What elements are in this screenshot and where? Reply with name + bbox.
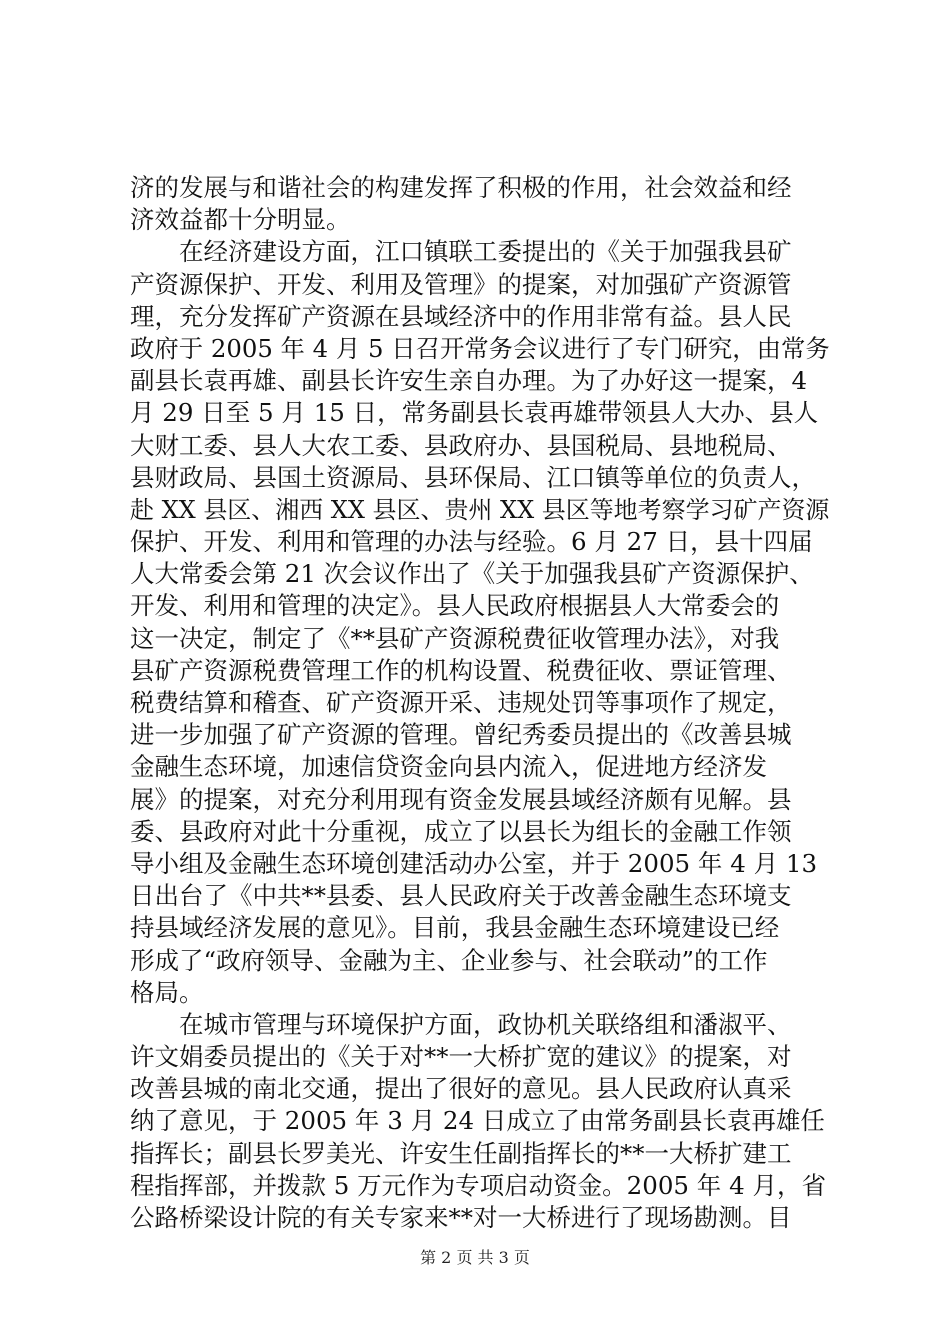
text-line: 在城市管理与环境保护方面，政协机关联络组和潘淑平、 <box>130 1009 792 1039</box>
text-line: 这一决定，制定了《**县矿产资源税费征收管理办法》，对我 <box>130 623 780 653</box>
body-text <box>130 172 830 1234</box>
text-line: 理，充分发挥矿产资源在县域经济中的作用非常有益。县人民 <box>130 301 792 331</box>
text-line: 税费结算和稽查、矿产资源开采、违规处罚等事项作了规定， <box>130 688 792 717</box>
text-line: 改善县城的南北交通，提出了很好的意见。县人民政府认真采 <box>130 1074 792 1104</box>
text-line: 在经济建设方面，江口镇联工委提出的《关于加强我县矿 <box>130 237 792 267</box>
text-line: 赴 XX 县区、湘西 XX 县区、贵州 XX 县区等地考察学习矿产资源 <box>130 495 830 524</box>
text-line: 济的发展与和谐社会的构建发挥了积极的作用，社会效益和经 <box>130 173 792 202</box>
text-line: 保护、开发、利用和管理的办法与经验。6 月 27 日，县十四届 <box>130 527 813 557</box>
text-line: 导小组及金融生态环境创建活动办公室，并于 2005 年 4 月 13 <box>130 848 818 878</box>
text-line: 大财工委、县人大农工委、县政府办、县国税局、县地税局、 <box>130 430 792 460</box>
text-line: 济效益都十分明显。 <box>130 205 351 235</box>
text-line: 展》的提案，对充分利用现有资金发展县域经济颇有见解。县 <box>130 784 792 814</box>
text-line: 许文娟委员提出的《关于对**一大桥扩宽的建议》的提案，对 <box>130 1042 792 1072</box>
text-line: 形成了“政府领导、金融为主、企业参与、社会联动”的工作 <box>130 945 768 975</box>
text-line: 程指挥部，并拨款 5 万元作为专项启动资金。2005 年 4 月，省 <box>130 1170 826 1200</box>
text-line: 公路桥梁设计院的有关专家来**对一大桥进行了现场勘测。目 <box>130 1203 792 1232</box>
text-line: 县矿产资源税费管理工作的机构设置、税费征收、票证管理、 <box>130 655 792 685</box>
text-line: 纳了意见，于 2005 年 3 月 24 日成立了由常务副县长袁再雄任 <box>130 1106 825 1136</box>
text-line: 日出台了《中共**县委、县人民政府关于改善金融生态环境支 <box>130 881 792 911</box>
text-line: 委、县政府对此十分重视，成立了以县长为组长的金融工作领 <box>130 816 792 846</box>
text-line: 格局。 <box>130 977 204 1007</box>
text-line: 县财政局、县国土资源局、县环保局、江口镇等单位的负责人， <box>130 462 816 492</box>
text-line: 人大常委会第 21 次会议作出了《关于加强我县矿产资源保护、 <box>130 559 814 589</box>
page-footer: 第 2 页 共 3 页 <box>420 1248 530 1267</box>
text-line: 副县长袁再雄、副县长许安生亲自办理。为了办好这一提案，4 <box>130 366 808 396</box>
text-line: 月 29 日至 5 月 15 日，常务副县长袁再雄带领县人大办、县人 <box>130 398 819 428</box>
text-line: 金融生态环境，加速信贷资金向县内流入，促进地方经济发 <box>130 752 767 782</box>
text-line: 进一步加强了矿产资源的管理。曾纪秀委员提出的《改善县城 <box>130 720 792 750</box>
text-line: 指挥长；副县长罗美光、许安生任副指挥长的**一大桥扩建工 <box>130 1138 792 1168</box>
text-line: 开发、利用和管理的决定》。县人民政府根据县人大常委会的 <box>130 591 780 621</box>
text-line: 持县域经济发展的意见》。目前，我县金融生态环境建设已经 <box>130 913 780 943</box>
text-line: 产资源保护、开发、利用及管理》的提案，对加强矿产资源管 <box>130 269 792 299</box>
text-line: 政府于 2005 年 4 月 5 日召开常务会议进行了专门研究，由常务 <box>130 333 830 363</box>
